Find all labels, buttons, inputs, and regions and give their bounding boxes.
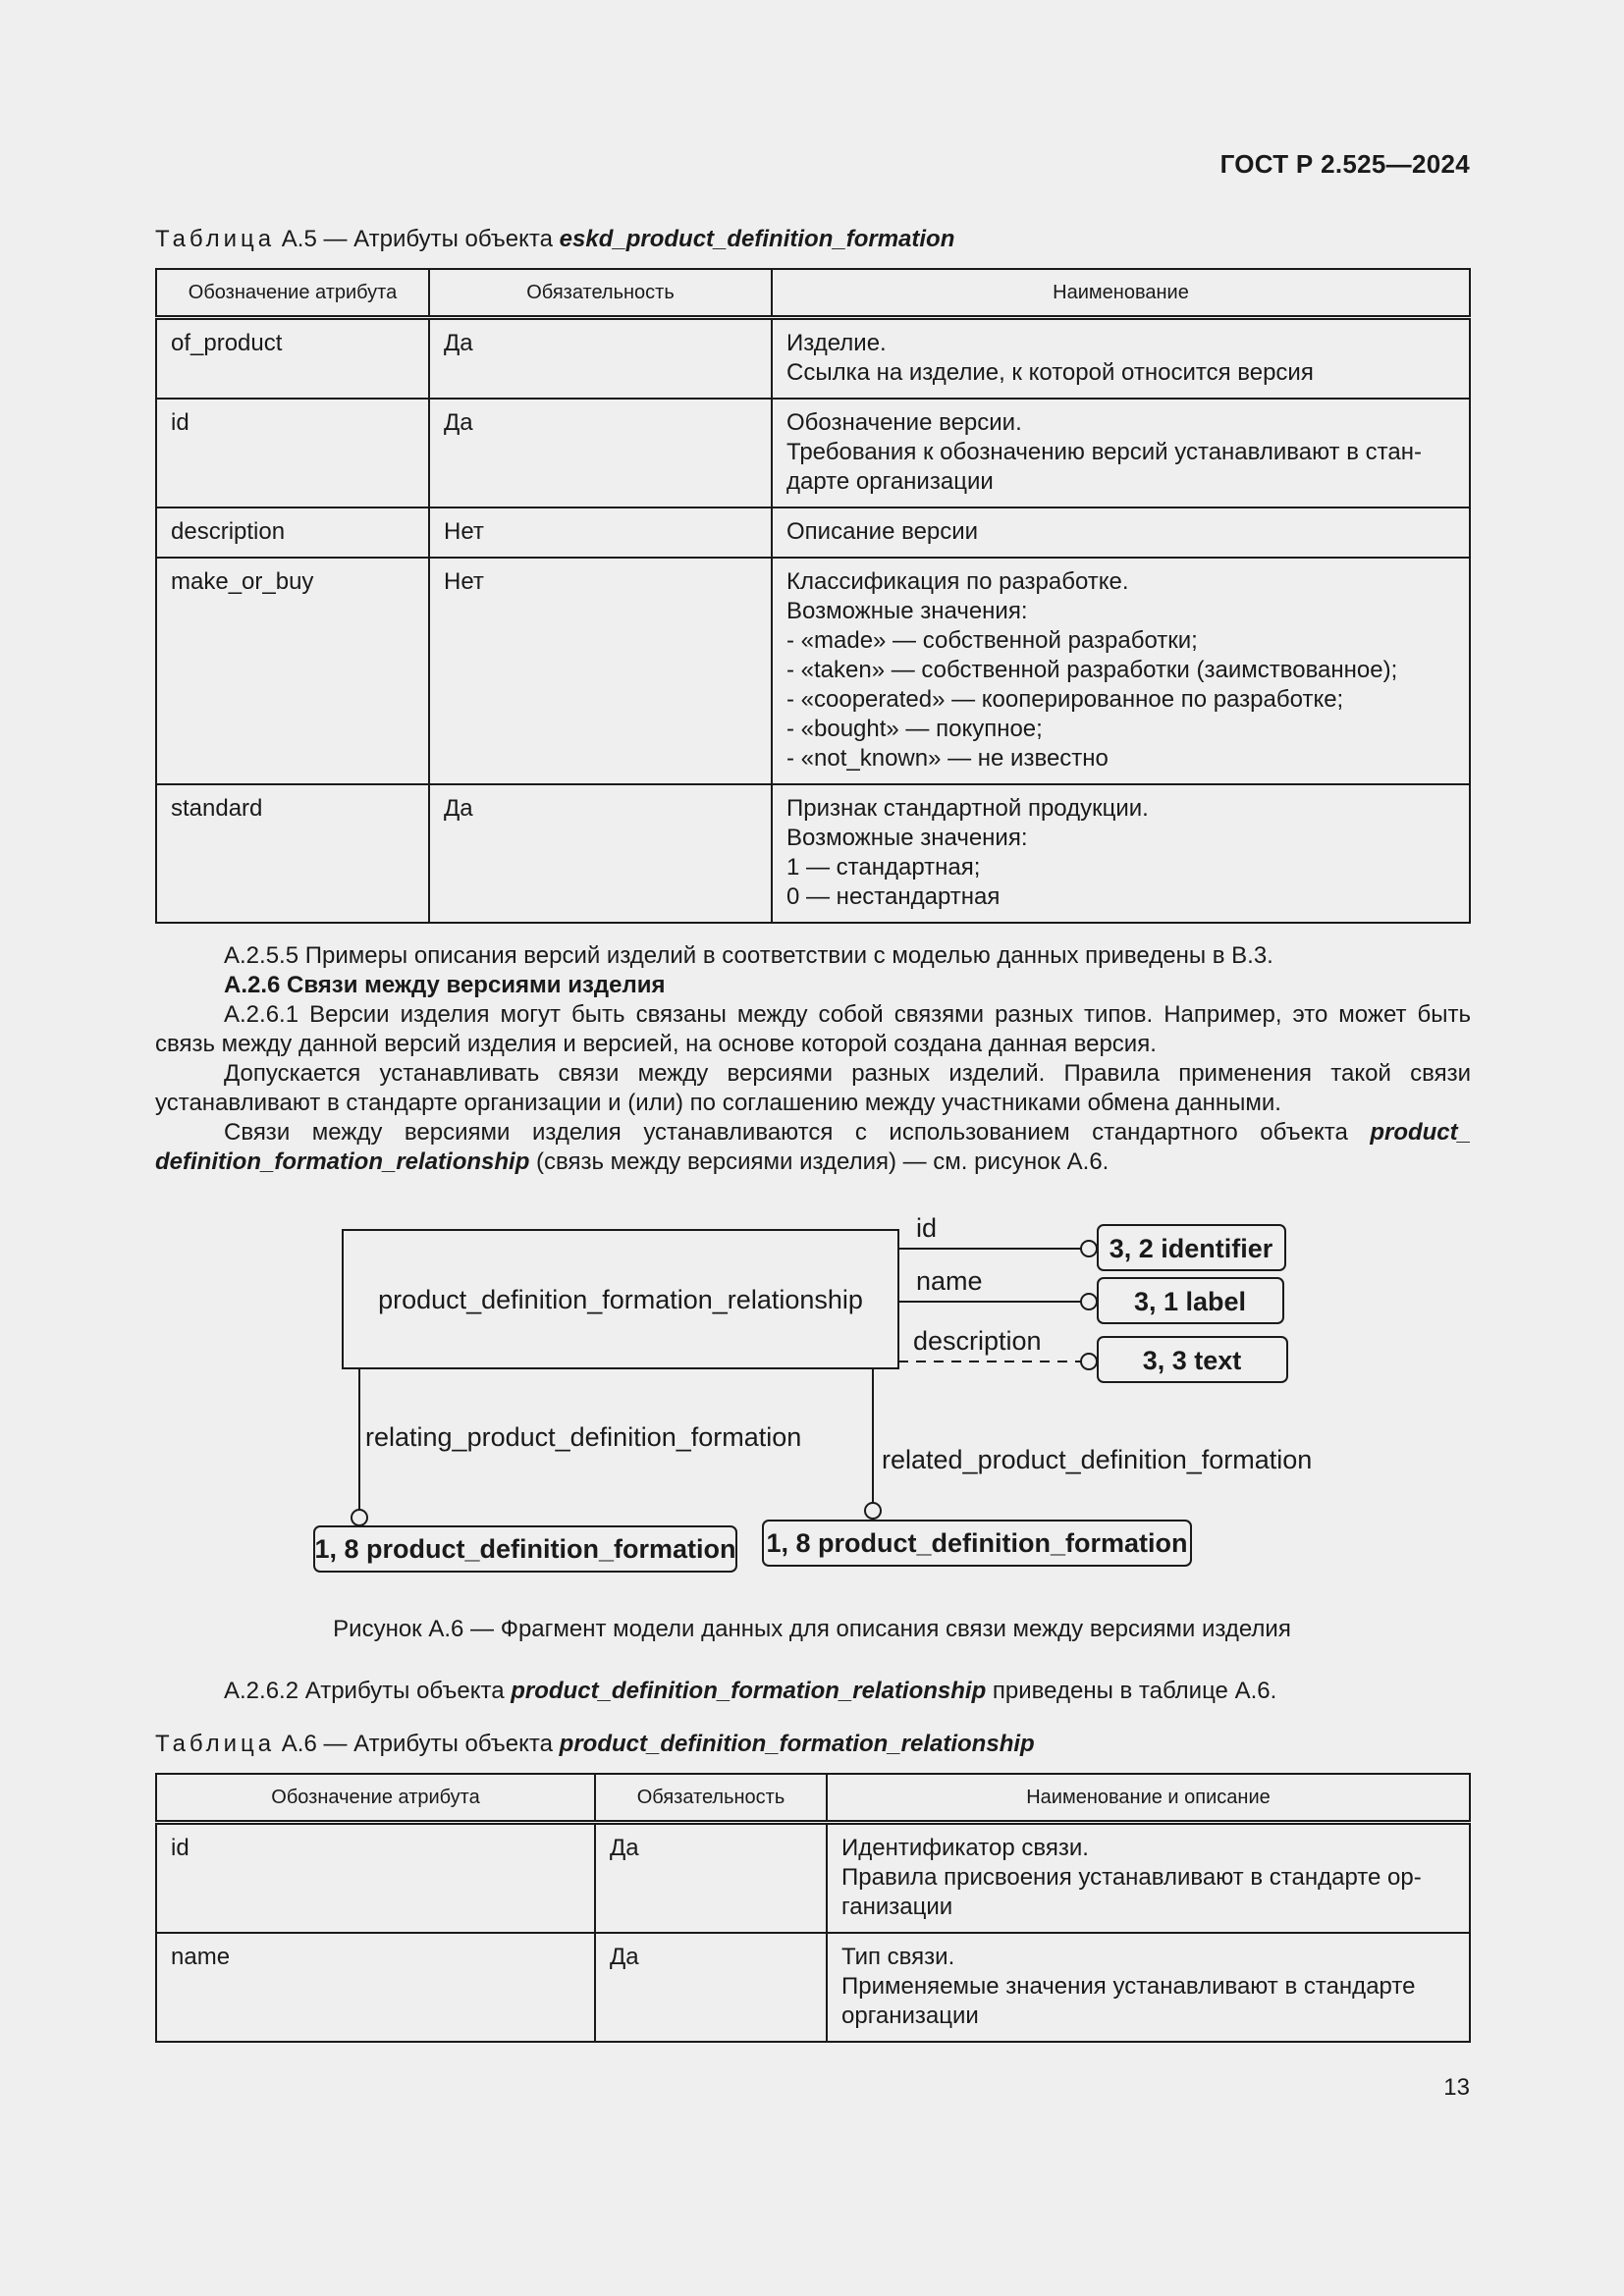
attr-cell: id — [156, 1823, 595, 1934]
column-header: Обозначение атрибута — [156, 269, 429, 318]
type-identifier-label: 3, 2 identifier — [1109, 1234, 1273, 1263]
table-row — [156, 399, 1470, 507]
req-cell: Да — [595, 1933, 827, 2042]
desc-line: - «bought» — покупное; — [786, 716, 1043, 742]
type-label-label: 3, 1 label — [1133, 1287, 1247, 1316]
attr-cell: id — [156, 399, 429, 507]
attr-description-label: description — [913, 1326, 1042, 1356]
table-a5 — [155, 268, 1471, 924]
desc-line: Классификация по разработке. — [786, 568, 1129, 595]
target-right-label: 1, 8 product_definition_formation — [766, 1528, 1188, 1558]
desc-cell — [772, 558, 1470, 784]
table-row — [156, 1823, 1470, 1934]
desc-line: организации — [841, 2002, 979, 2029]
desc-line: Правила присвоения устанавливают в стандарте ор- — [841, 1864, 1422, 1891]
paragraph-text: приведены в таблице А.6. — [986, 1678, 1277, 1704]
desc-line: Изделие. — [786, 330, 887, 356]
desc-cell — [827, 1823, 1470, 1934]
table-row — [156, 1933, 1470, 2042]
attr-cell: standard — [156, 784, 429, 923]
id-connector-end — [1081, 1241, 1097, 1256]
object-name: product_ definition_formation_relationship — [155, 1119, 1471, 1175]
standard-code: ГОСТ Р 2.525—2024 — [1219, 149, 1470, 179]
attr-cell: name — [156, 1933, 595, 2042]
desc-line: - «made» — собственной разработки; — [786, 627, 1198, 654]
table-caption-object: product_definition_formation_relationship — [559, 1731, 1035, 1757]
desc-line: Применяемые значения устанавливают в стандарте — [841, 1973, 1416, 2000]
object-name: product_definition_formation_relationship — [511, 1678, 987, 1704]
table-row — [156, 318, 1470, 400]
target-left-label: 1, 8 product_definition_formation — [314, 1534, 736, 1564]
desc-line: Возможные значения: — [786, 598, 1028, 624]
table-caption-text: А.5 — Атрибуты объекта — [281, 226, 553, 252]
attr-name-label: name — [916, 1266, 983, 1296]
desc-line: Идентификатор связи. — [841, 1835, 1089, 1861]
paragraph-a261: А.2.6.1 Версии изделия могут быть связаны между собой связями разных типов. Например, это может быть связь между данной версий изделия и версией, на основе которой создана данная версия. — [155, 1001, 1471, 1057]
relating-connector-end — [352, 1510, 367, 1525]
main-entity-label: product_definition_formation_relationship — [378, 1285, 863, 1314]
table-caption-object: eskd_product_definition_formation — [559, 226, 955, 252]
related-role-label: related_product_definition_formation — [882, 1445, 1313, 1474]
table-caption-text: А.6 — Атрибуты объекта — [281, 1731, 553, 1757]
req-cell: Нет — [429, 507, 772, 558]
paragraph-links-object — [155, 1118, 1471, 1177]
table-row — [156, 558, 1470, 784]
desc-line: Описание версии — [786, 518, 979, 545]
table-caption-word: Таблица — [155, 1731, 276, 1757]
description-connector-end — [1081, 1354, 1097, 1369]
desc-line: дарте организации — [786, 468, 994, 495]
column-header: Наименование — [772, 269, 1470, 318]
paragraph-allowed-links: Допускается устанавливать связи между версиями разных изделий. Правила применения такой связи устанавливают в стандарте организации и (или) по соглашению между участниками обмена данными. — [155, 1060, 1471, 1116]
desc-line: Тип связи. — [841, 1944, 955, 1970]
table-caption-word: Таблица — [155, 226, 276, 252]
desc-line: Обозначение версии. — [786, 409, 1022, 436]
attr-cell: of_product — [156, 318, 429, 400]
section-heading-a26: А.2.6 Связи между версиями изделия — [224, 972, 666, 998]
desc-cell — [772, 399, 1470, 507]
table-header-row — [156, 1774, 1470, 1823]
data-model-diagram — [0, 1198, 1624, 1590]
paragraph-a262 — [155, 1677, 1471, 1706]
paragraph-text: А.2.6.2 Атрибуты объекта — [224, 1678, 512, 1704]
table-header-row — [156, 269, 1470, 318]
relating-role-label: relating_product_definition_formation — [365, 1422, 802, 1452]
req-cell: Да — [429, 784, 772, 923]
desc-line: ганизации — [841, 1894, 953, 1920]
table-a6-caption — [155, 1731, 1035, 1758]
desc-line: - «cooperated» — кооперированное по разработке; — [786, 686, 1344, 713]
column-header: Обозначение атрибута — [156, 1774, 595, 1823]
desc-line: Ссылка на изделие, к которой относится версия — [786, 359, 1314, 386]
table-a5-caption — [155, 226, 954, 253]
paragraph-text: Связи между версиями изделия устанавливаются с использованием стандартного объекта — [224, 1119, 1371, 1146]
column-header: Обязательность — [429, 269, 772, 318]
desc-line: 1 — стандартная; — [786, 854, 981, 881]
desc-cell — [772, 507, 1470, 558]
desc-cell — [772, 784, 1470, 923]
desc-line: Возможные значения: — [786, 825, 1028, 851]
page-number: 13 — [1443, 2074, 1470, 2101]
desc-line: - «taken» — собственной разработки (заимствованное); — [786, 657, 1398, 683]
req-cell: Да — [429, 318, 772, 400]
desc-cell — [827, 1933, 1470, 2042]
attr-cell: description — [156, 507, 429, 558]
desc-line: - «not_known» — не известно — [786, 745, 1109, 772]
table-row — [156, 784, 1470, 923]
desc-cell — [772, 318, 1470, 400]
desc-line: Требования к обозначению версий устанавливают в стан- — [786, 439, 1422, 465]
table-a6 — [155, 1773, 1471, 2043]
type-text-label: 3, 3 text — [1142, 1346, 1242, 1375]
desc-line: 0 — нестандартная — [786, 883, 1001, 910]
req-cell: Да — [429, 399, 772, 507]
name-connector-end — [1081, 1294, 1097, 1309]
attr-id-label: id — [916, 1213, 938, 1243]
table-row — [156, 507, 1470, 558]
figure-caption: Рисунок А.6 — Фрагмент модели данных для описания связи между версиями изделия — [333, 1616, 1291, 1642]
req-cell: Да — [595, 1823, 827, 1934]
column-header: Наименование и описание — [827, 1774, 1470, 1823]
req-cell: Нет — [429, 558, 772, 784]
column-header: Обязательность — [595, 1774, 827, 1823]
related-connector-end — [865, 1503, 881, 1519]
attr-cell: make_or_buy — [156, 558, 429, 784]
desc-line: Признак стандартной продукции. — [786, 795, 1149, 822]
paragraph-text: (связь между версиями изделия) — см. рисунок А.6. — [529, 1148, 1110, 1175]
paragraph-a255: А.2.5.5 Примеры описания версий изделий в соответствии с моделью данных приведены в В.3. — [224, 942, 1273, 969]
